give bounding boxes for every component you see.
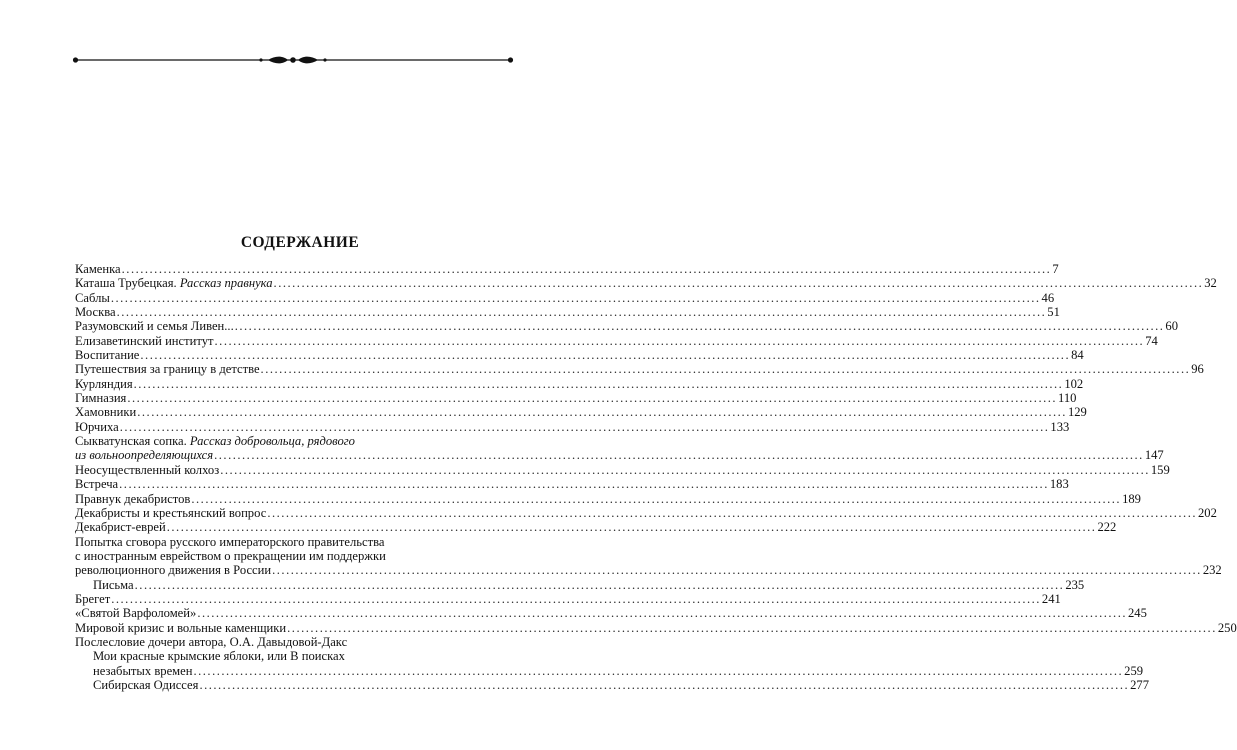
toc-entry[interactable] [75, 677, 1150, 692]
toc-entry[interactable] [75, 520, 1117, 535]
toc-entry[interactable] [75, 419, 1070, 434]
toc-entry[interactable] [75, 591, 1061, 606]
toc-entry-title: Путешествия за границу в детстве [75, 362, 260, 377]
toc-entry-page: 96 [1191, 362, 1204, 377]
toc-entry-title: революционного движения в России [75, 563, 272, 578]
toc-entry-page: 245 [1128, 606, 1147, 621]
toc-entry-title: Москва [75, 305, 116, 320]
toc-entry-page: 102 [1064, 376, 1084, 391]
toc-entry[interactable] [75, 262, 1059, 276]
toc-entry-title: незабытых времен [93, 663, 193, 678]
toc-entry-page: 133 [1050, 419, 1070, 434]
toc-entry-title-line[interactable]: Попытка сговора русского императорского правительства [75, 534, 385, 549]
dot-leader: ........................................................................................................................................................................................................ [127, 391, 1058, 406]
toc-entry-page: 202 [1198, 505, 1217, 520]
toc-entry-page: 250 [1217, 620, 1237, 635]
toc-entry-title: Декабристы и крестьянский вопрос [75, 505, 267, 520]
dot-leader: ........................................................................................................................................................................................................ [234, 319, 1165, 334]
toc-entry[interactable] [75, 663, 1144, 678]
dot-leader: ........................................................................................................................................................................................................ [111, 591, 1041, 606]
dot-leader: ........................................................................................................................................................................................................ [220, 462, 1150, 477]
dot-leader: ........................................................................................................................................................................................................ [214, 448, 1144, 463]
dot-leader: ........................................................................................................................................................................................................ [287, 620, 1217, 635]
toc-entry-title: Брегет [75, 591, 111, 606]
dot-leader: ........................................................................................................................................................................................................ [134, 577, 1065, 592]
toc-entry-page: 235 [1065, 577, 1085, 592]
dot-leader: ........................................................................................................................................................................................................ [137, 405, 1067, 420]
toc-entry-page: 147 [1144, 448, 1164, 463]
toc-entry-page: 84 [1071, 348, 1084, 363]
toc-entry[interactable] [75, 405, 1087, 420]
toc-entry-title: Хамовники [75, 405, 137, 420]
toc-entry[interactable] [75, 391, 1077, 406]
toc-entry[interactable] [75, 606, 1147, 621]
dot-leader: ........................................................................................................................................................................................................ [140, 348, 1071, 363]
toc-entry-title: Воспитание [75, 348, 140, 363]
dot-leader: ........................................................................................................................................................................................................ [273, 276, 1204, 291]
toc-entry-page: 222 [1097, 520, 1117, 535]
toc-entry-title: Разумовский и семья Ливен... [75, 319, 234, 334]
toc-entry-title: «Святой Варфоломей» [75, 606, 197, 621]
toc-entry-page: 189 [1122, 491, 1141, 506]
toc-entry-title: Саблы [75, 290, 110, 305]
dot-leader: ........................................................................................................................................................................................................ [133, 376, 1064, 391]
toc-entry-title: Каташа Трубецкая. Рассказ правнука [75, 276, 273, 291]
toc-entry-title: Каменка [75, 262, 121, 276]
toc-entry-title: Правнук декабристов [75, 491, 191, 506]
toc-entry[interactable] [75, 376, 1084, 391]
dot-leader: ........................................................................................................................................................................................................ [166, 520, 1097, 535]
toc-entry[interactable] [75, 333, 1158, 348]
toc-entry[interactable] [75, 276, 1217, 291]
toc-entry[interactable] [75, 620, 1237, 635]
dot-leader: ........................................................................................................................................................................................................ [267, 505, 1197, 520]
dot-leader: ........................................................................................................................................................................................................ [260, 362, 1191, 377]
toc-entry-title: Мировой кризис и вольные каменщики [75, 620, 287, 635]
toc-entry-page: 7 [1052, 262, 1059, 276]
dot-leader: ........................................................................................................................................................................................................ [193, 663, 1124, 678]
dot-leader: ........................................................................................................................................................................................................ [119, 477, 1049, 492]
toc-entry-page: 74 [1145, 333, 1158, 348]
toc-entry[interactable] [75, 491, 1141, 506]
toc-entry[interactable] [75, 305, 1060, 320]
toc-entry-page: 232 [1202, 563, 1222, 578]
toc-entry-page: 277 [1130, 677, 1150, 692]
toc-entry[interactable] [75, 577, 1085, 592]
toc-entry[interactable] [75, 290, 1055, 305]
dot-leader: ........................................................................................................................................................................................................ [197, 606, 1127, 621]
toc-entry-page: 241 [1041, 591, 1061, 606]
toc-entry-page: 159 [1150, 462, 1170, 477]
dot-leader: ........................................................................................................................................................................................................ [116, 305, 1047, 320]
decorative-rule-ornament [72, 54, 514, 66]
toc-entry-title: Елизаветинский институт [75, 333, 214, 348]
dot-leader: ........................................................................................................................................................................................................ [191, 491, 1122, 506]
toc-entry[interactable] [75, 348, 1084, 363]
toc-entry-page: 129 [1067, 405, 1087, 420]
toc-entry-title: Письма [93, 577, 134, 592]
toc-entry-page: 259 [1124, 663, 1144, 678]
toc-entry[interactable] [75, 319, 1178, 334]
toc-entry-page: 110 [1058, 391, 1077, 406]
toc-entry-title: Гимназия [75, 391, 127, 406]
toc-entry-title: из вольноопределяющихся [75, 448, 214, 463]
toc-entry-page: 60 [1165, 319, 1178, 334]
toc-entry-title: Встреча [75, 477, 119, 492]
toc-entry[interactable] [75, 477, 1069, 492]
toc-entry[interactable] [75, 362, 1204, 377]
toc-entry[interactable] [75, 448, 1164, 463]
dot-leader: ........................................................................................................................................................................................................ [199, 677, 1130, 692]
toc-entry-page: 46 [1041, 290, 1055, 305]
toc-entry-title: Декабрист-еврей [75, 520, 166, 535]
toc-entry[interactable] [75, 563, 1222, 578]
toc-entry-title: Юрчиха [75, 419, 119, 434]
toc-entry-page: 183 [1049, 477, 1069, 492]
toc-entry-title-line[interactable]: Сыкватунская сопка. Рассказ добровольца, рядового [75, 434, 355, 449]
dot-leader: ........................................................................................................................................................................................................ [119, 419, 1050, 434]
toc-section-heading[interactable]: Послесловие дочери автора, О.А. Давыдовой-Дакс [75, 634, 348, 649]
dot-leader: ........................................................................................................................................................................................................ [214, 333, 1145, 348]
toc-entry[interactable] [75, 505, 1217, 520]
toc-entry-page: 51 [1047, 305, 1060, 320]
toc-entry-title-line[interactable]: с иностранным еврейством о прекращении им поддержки [75, 548, 386, 563]
table-of-contents [75, 262, 1237, 692]
toc-entry-title: Курляндия [75, 376, 133, 391]
toc-entry-page: 32 [1204, 276, 1217, 291]
toc-entry-title: Сибирская Одиссея [93, 677, 199, 692]
toc-entry[interactable] [75, 462, 1170, 477]
dot-leader: ........................................................................................................................................................................................................ [272, 563, 1202, 578]
toc-entry-title: Неосуществленный колхоз [75, 462, 220, 477]
dot-leader: ........................................................................................................................................................................................................ [110, 290, 1041, 305]
toc-entry-title-line[interactable]: Мои красные крымские яблоки, или В поисках [93, 649, 345, 664]
page-title: СОДЕРЖАНИЕ [240, 234, 360, 251]
dot-leader: ........................................................................................................................................................................................................ [121, 262, 1052, 276]
